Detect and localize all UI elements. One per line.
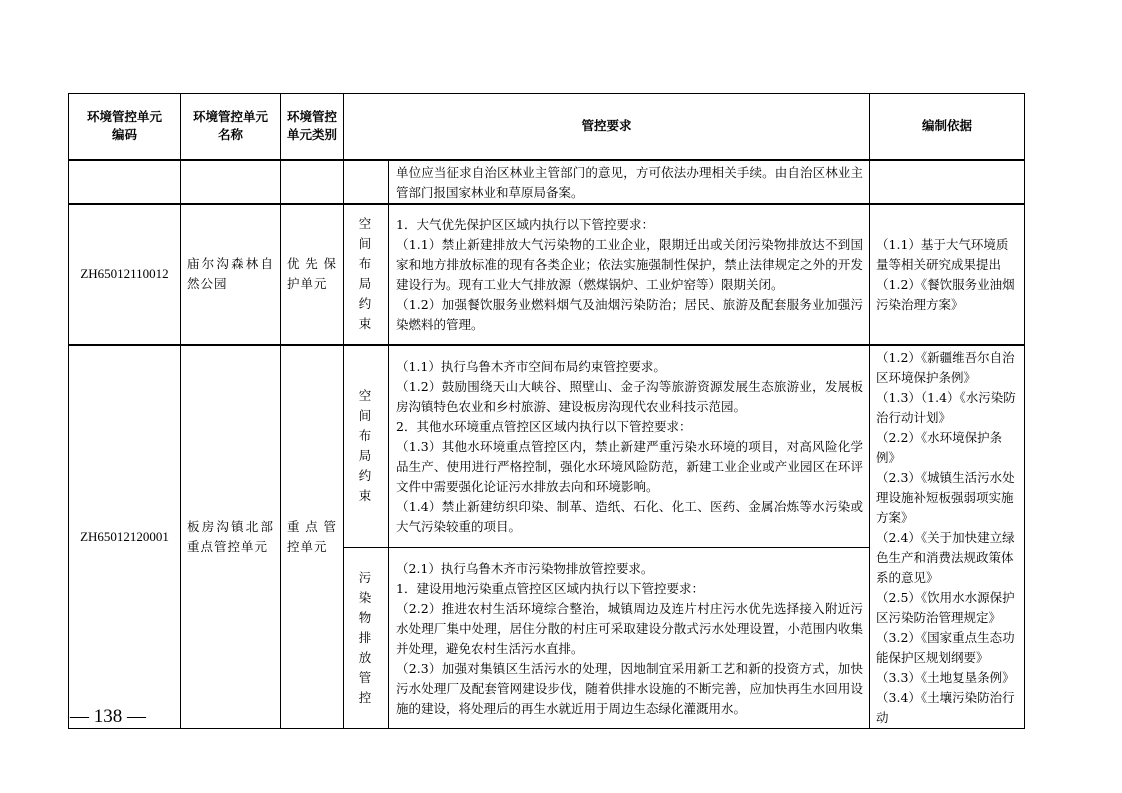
requirement-cell — [389, 345, 870, 548]
requirement-text: （1.2）鼓励围绕天山大峡谷、照壁山、金子沟等旅游资源发展生态旅游业，发展板房沟镇特色农业和乡村旅游、建设板房沟现代农业科技示范园。 — [396, 379, 864, 414]
basis-text: （2.5）《饮用水水源保护区污染防治管理规定》 — [876, 589, 1015, 625]
basis-text: （1.2）《餐饮服务业油烟污染治理方案》 — [876, 277, 1015, 312]
requirement-text: （1.3）其他水环境重点管控区内，禁止新建严重污染水环境的项目，对高风险化学品生产、使用进行严格控制，强化水环境风险防范，新建工业企业或产业园区在环评文件中需要强化论证污水排放去向和环境影响。 — [396, 439, 864, 494]
basis-text: （1.2）《新疆维吾尔自治区环境保护条例》 — [876, 349, 1015, 385]
basis-text: （3.4）《土壤污染防治行动 — [876, 689, 1015, 725]
requirement-text: （2.1）执行乌鲁木齐市污染物排放管控要求。 — [396, 560, 654, 576]
continued-dimension-cell — [344, 160, 389, 204]
basis-text: （2.2）《水环境保护条例》 — [876, 429, 1003, 465]
unit-name: 板房沟镇北部重点管控单元 — [181, 345, 281, 729]
page-number: — 138 — — [70, 706, 146, 727]
continued-code-cell — [69, 160, 181, 204]
basis-text: （1.3）（1.4）《水污染防治行动计划》 — [876, 389, 1016, 425]
basis-text: （3.3）《土地复垦条例》 — [876, 669, 1015, 685]
control-dimension: 污染物排放管控 — [344, 547, 389, 728]
control-dimension: 空间布局约束 — [344, 204, 389, 345]
requirement-text: 1．建设用地污染重点管控区区域内执行以下管控要求： — [396, 580, 704, 596]
basis-text: （2.3）《城镇生活污水处理设施补短板强弱项实施方案》 — [876, 469, 1015, 525]
requirement-text: （1.4）禁止新建纺织印染、制革、造纸、石化、化工、医药、金属冶炼等水污染或大气污染较重的项目。 — [396, 499, 864, 534]
requirement-text: （1.1）执行乌鲁木齐市空间布局约束管控要求。 — [396, 359, 666, 374]
requirement-text: （1.2）加强餐饮服务业燃料烟气及油烟污染防治；居民、旅游及配套服务业加强污染燃料的管理。 — [396, 297, 864, 332]
unit-category: 重点管控单元 — [281, 345, 344, 729]
continued-requirement-cell — [389, 160, 870, 204]
basis-cell — [870, 345, 1025, 729]
requirement-text: 1．大气优先保护区区域内执行以下管控要求： — [396, 217, 654, 232]
unit-row — [69, 204, 1025, 345]
basis-text: （2.4）《关于加快建立绿色生产和消费法规政策体系的意见》 — [876, 529, 1015, 585]
requirement-text: （1.1）禁止新建排放大气污染物的工业企业，限期迁出或关闭污染物排放达不到国家和地方排放标准的现有各类企业；依法实施强制性保护，禁止法律规定之外的开发建设行为。现有工业大气排放源（燃煤锅炉、工业炉窑等）限期关闭。 — [396, 237, 864, 292]
requirement-cell — [389, 547, 870, 728]
control-requirements-table — [68, 93, 1025, 729]
header-control-requirements: 管控要求 — [344, 94, 870, 160]
control-dimension: 空间布局约束 — [344, 345, 389, 548]
unit-code: ZH65012120001 — [69, 345, 181, 729]
requirement-text: （2.2）推进农村生活环境综合整治，城镇周边及连片村庄污水优先选择接入附近污水处理厂集中处理，居住分散的村庄可采取建设分散式污水处理设置，小范围内收集并处理，避免农村生活污水直排。 — [396, 600, 864, 656]
requirement-text: 2．其他水环境重点管控区区域内执行以下管控要求： — [396, 419, 692, 434]
continued-basis-cell — [870, 160, 1025, 204]
basis-text: （1.1）基于大气环境质量等相关研究成果提出 — [876, 237, 1009, 272]
header-row — [69, 94, 1025, 160]
header-basis: 编制依据 — [870, 94, 1025, 160]
continued-row — [69, 160, 1025, 204]
requirement-text: 单位应当征求自治区林业主管部门的意见，方可依法办理相关手续。由自治区林业主管部门报国家林业和草原局备案。 — [396, 164, 864, 200]
requirement-text: （2.3）加强对集镇区生活污水的处理，因地制宜采用新工艺和新的投资方式，加快污水处理厂及配套管网建设步伐，随着供排水设施的不断完善，应加快再生水回用设施的建设，将处理后的再生水就近用于周边生态绿化灌溉用水。 — [396, 660, 864, 716]
requirement-cell — [389, 204, 870, 345]
basis-cell — [870, 204, 1025, 345]
continued-name-cell — [181, 160, 281, 204]
continued-category-cell — [281, 160, 344, 204]
unit-row — [69, 345, 1025, 548]
header-unit-code: 环境管控单元编码 — [69, 94, 181, 160]
header-unit-category: 环境管控单元类别 — [281, 94, 344, 160]
unit-code: ZH65012110012 — [69, 204, 181, 345]
unit-name: 庙尔沟森林自然公园 — [181, 204, 281, 345]
basis-text: （3.2）《国家重点生态功能保护区规划纲要》 — [876, 629, 1015, 665]
unit-category: 优先保护单元 — [281, 204, 344, 345]
header-unit-name: 环境管控单元名称 — [181, 94, 281, 160]
